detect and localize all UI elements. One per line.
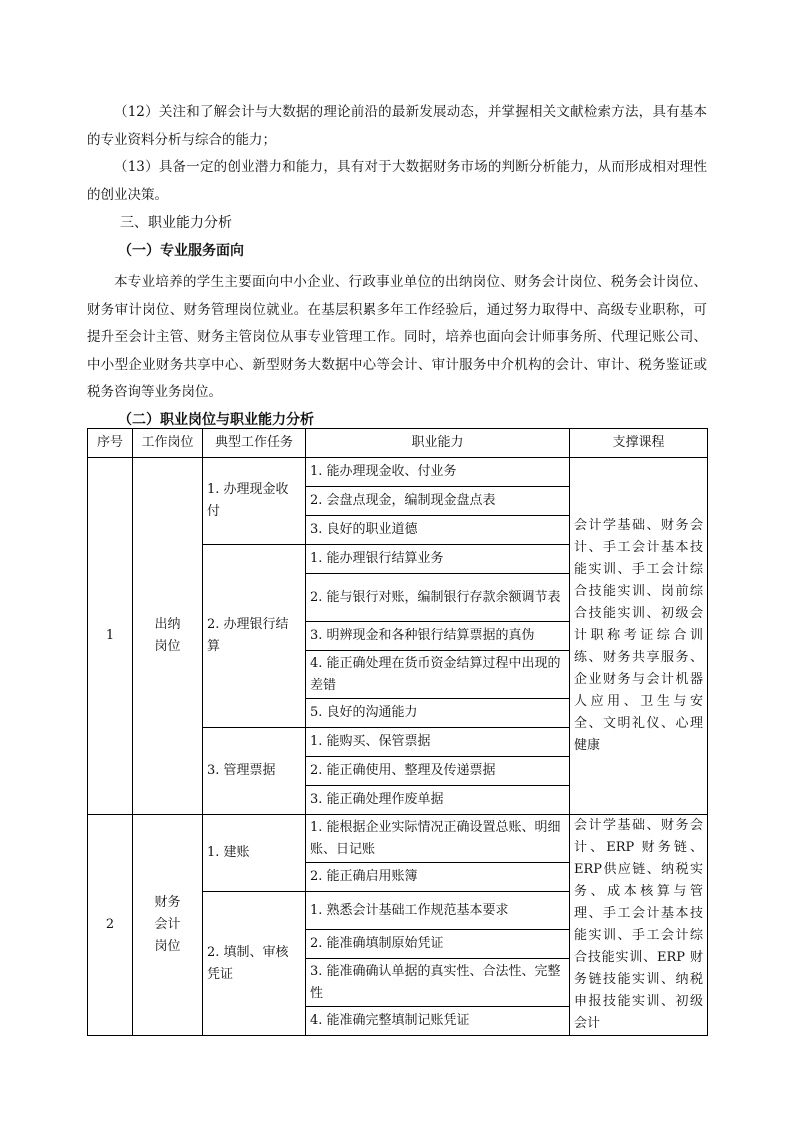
item-13-text: 具备一定的创业潜力和能力，具有对于大数据财务市场的判断分析能力，从而形成相对理性的创业决策。: [87, 159, 707, 203]
row-1-ability: 2. 能与银行对账，编制银行存款余额调节表: [306, 574, 570, 622]
row-1-ability: 1. 能购买、保管票据: [306, 728, 570, 757]
header-task: 典型工作任务: [203, 429, 306, 458]
row-1-ability: 3. 明辨现金和各种银行结算票据的真伪: [306, 622, 570, 651]
section-title: 三、职业能力分析: [120, 215, 232, 231]
subsection-2-title: （二）职业岗位与职业能力分析: [118, 412, 314, 428]
row-2-number: 2: [88, 815, 133, 1036]
row-2-task-2: 2. 填制、审核凭证: [203, 892, 306, 1036]
row-2-ability: 1. 熟悉会计基础工作规范基本要求: [306, 892, 570, 930]
item-12: [87, 99, 707, 154]
row-1-ability: 3. 良好的职业道德: [306, 516, 570, 545]
table-row: [88, 458, 708, 487]
row-1-task-3: 3. 管理票据: [203, 728, 306, 815]
header-ability: 职业能力: [306, 429, 570, 458]
row-1-task-2: 2. 办理银行结算: [203, 545, 306, 728]
row-1-task-1: 1. 办理现金收付: [203, 458, 306, 545]
row-1-courses: 会计学基础、财务会计、手工会计基本技能实训、手工会计综合技能实训、岗前综合技能实训、初级会计职称考证综合训练、财务共享服务、企业财务与会计机器人应用、卫生与安全、文明礼仪、心理健康: [570, 458, 708, 815]
row-1-post-text: 出纳岗位: [154, 617, 181, 654]
item-13: [87, 154, 707, 209]
row-2-post-text: 财务会计岗位: [154, 895, 181, 954]
item-12-number: （12）: [114, 104, 159, 120]
subsection-1-body: 本专业培养的学生主要面向中小企业、行政事业单位的出纳岗位、财务会计岗位、税务会计岗位、财务审计岗位、财务管理岗位就业。在基层积累多年工作经验后，通过努力取得中、高级专业职称，可提升至会计主管、财务主管岗位从事专业管理工作。同时，培养也面向会计师事务所、代理记账公司、中小型企业财务共享中心、新型财务大数据中心等会计、审计服务中介机构的会计、审计、税务鉴证或税务咨询等业务岗位。: [87, 274, 707, 400]
row-1-ability: 2. 能正确使用、整理及传递票据: [306, 757, 570, 786]
row-1-ability: 5. 良好的沟通能力: [306, 699, 570, 728]
row-1-ability: 1. 能办理现金收、付业务: [306, 458, 570, 487]
row-2-post: [133, 815, 203, 1036]
header-post: 工作岗位: [133, 429, 203, 458]
row-2-courses: 会计学基础、财务会计、ERP 财务链、ERP供应链、纳税实务、成本核算与管理、手工会计基本技能实训、手工会计综合技能实训、ERP 财务链技能实训、纳税申报技能实训、初级会计: [570, 815, 708, 1036]
row-1-ability: 2. 会盘点现金，编制现金盘点表: [306, 487, 570, 516]
row-1-ability: 4. 能正确处理在货币资金结算过程中出现的差错: [306, 651, 570, 699]
row-2-ability: 3. 能准确确认单据的真实性、合法性、完整性: [306, 959, 570, 1007]
item-13-number: （13）: [114, 159, 159, 175]
row-1-ability: 3. 能正确处理作废单据: [306, 786, 570, 815]
header-no: 序号: [88, 429, 133, 458]
row-2-ability: 1. 能根据企业实际情况正确设置总账、明细账、日记账: [306, 815, 570, 863]
ability-table: [87, 428, 708, 1036]
subsection-1-title: （一）专业服务面向: [118, 243, 244, 259]
table-row: [88, 815, 708, 863]
header-course: 支撑课程: [570, 429, 708, 458]
row-1-number: 1: [88, 458, 133, 815]
row-1-ability: 1. 能办理银行结算业务: [306, 545, 570, 574]
row-2-ability: 4. 能准确完整填制记账凭证: [306, 1007, 570, 1036]
row-2-ability: 2. 能准确填制原始凭证: [306, 930, 570, 959]
row-2-ability: 2. 能正确启用账簿: [306, 863, 570, 892]
row-2-task-1: 1. 建账: [203, 815, 306, 892]
item-12-text: 关注和了解会计与大数据的理论前沿的最新发展动态，并掌握相关文献检索方法，具有基本的专业资料分析与综合的能力；: [87, 104, 707, 148]
row-1-post: [133, 458, 203, 815]
table-header-row: [88, 429, 708, 458]
